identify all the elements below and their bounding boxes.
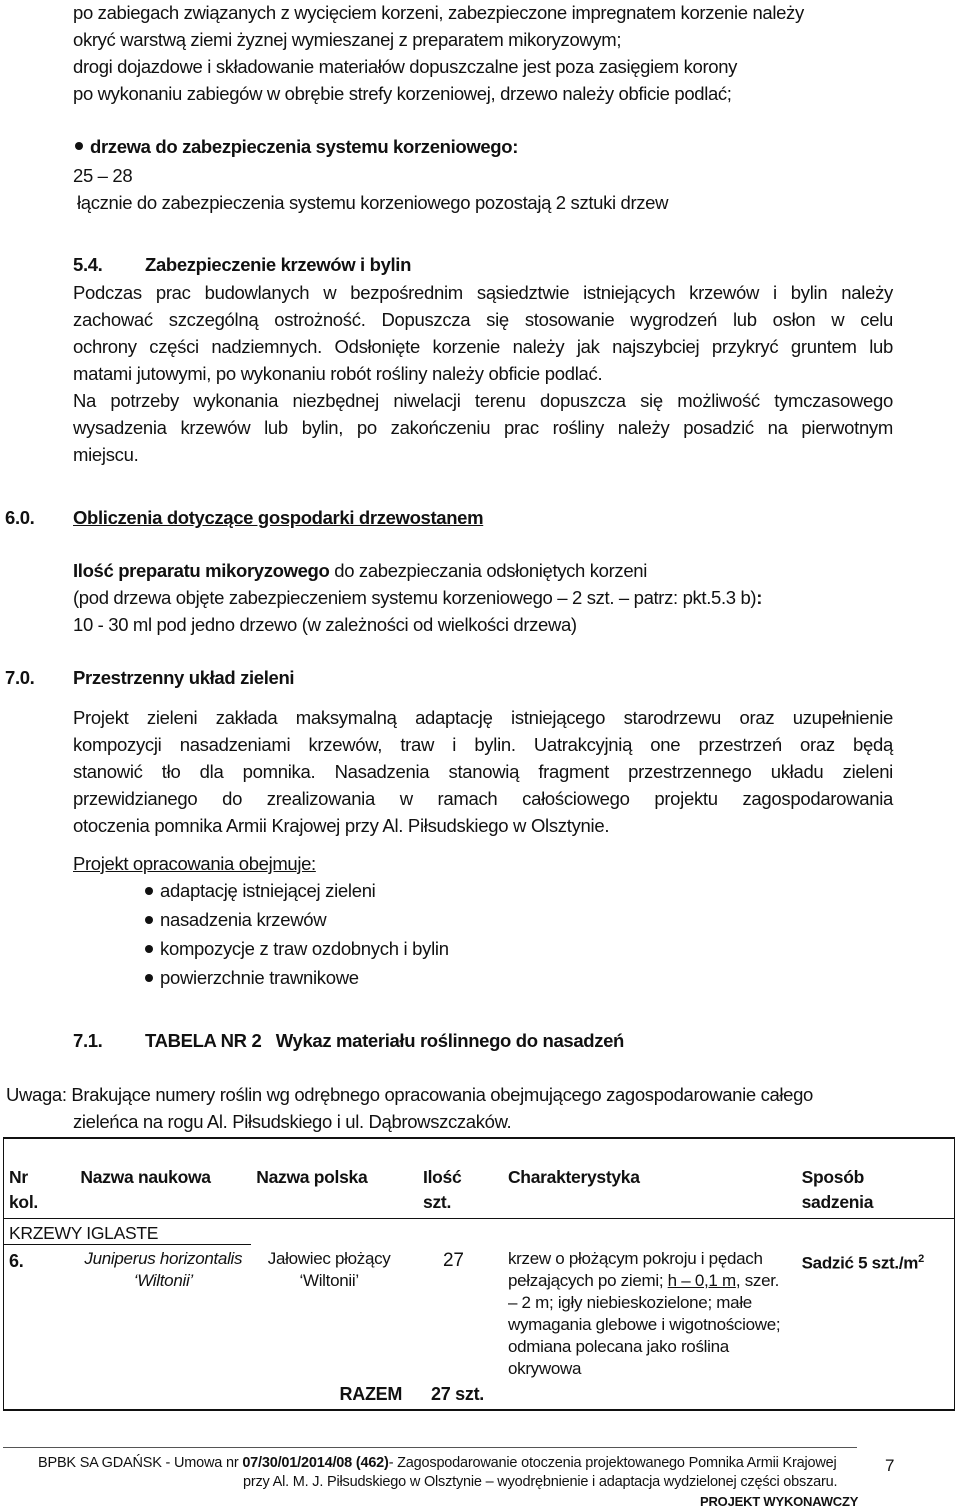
calc-line: (pod drzewa objęte zabezpieczeniem systemu korzeniowego – 2 szt. – patrz: pkt.5.3 b):: [73, 587, 763, 608]
header-quantity: Ilość szt.: [423, 1167, 462, 1212]
bullet-icon: [75, 142, 83, 150]
list-item: kompozycje z traw ozdobnych i bylin: [160, 938, 449, 959]
table-header-row: [4, 1138, 955, 1219]
cell-quantity: 27: [443, 1249, 464, 1271]
group-row: [4, 1219, 955, 1245]
header-nr: Nr kol.: [9, 1167, 38, 1212]
page-number: 7: [885, 1456, 895, 1475]
section-title: Zabezpieczenie krzewów i bylin: [145, 254, 412, 275]
section-title: TABELA NR 2 Wykaz materiału roślinnego do nasadzeń: [145, 1030, 624, 1051]
section-5-4-body: Podczas prac budowlanych w bezpośrednim sąsiedztwie istniejących krzewów i bylin należy zachować szczególną ostrożność. Dopuszcza się stosowanie wygrodzeń lub osłon w celu ochrony części nadziemnych. Odsłonięte korzenie należy jak najszybciej przykryć gruntem lub matami jutowymi, po wykonaniu robót rośliny należy obficie podlać. Na potrzeby wykonania niezbędnej niwelacji terenu dopuszcza się możliwość tymczasowego wysadzenia krzewów lub bylin, po zakończeniu prac rośliny należy posadzić na pierwotnym miejscu.: [73, 282, 893, 465]
cell-polish-name: Jałowiec płożący ‘Wiltonii’: [267, 1248, 391, 1290]
cell-planting-method: Sadzić 5 $szt./m^2$: [801, 1252, 924, 1273]
header-latin-name: Nazwa naukowa: [80, 1167, 211, 1187]
total-row: [4, 1383, 955, 1410]
cell-description: krzew o płożącym pokroju i pędach pełzających po ziemi; h – 0,1 m, szer. – 2 m; igły niebieskozielone; małe wymagania glebowe i wigotnościowe; odmiana polecana jako roślina okrywowa: [507, 1248, 781, 1378]
total-label: RAZEM: [339, 1383, 403, 1404]
trees-summary: łącznie do zabezpieczenia systemu korzeniowego pozostają 2 sztuki drzew: [77, 192, 669, 213]
calc-line: 10 - 30 ml pod jedno drzewo (w zależności od wielkości drzewa): [73, 614, 577, 635]
section-number: 5.4.: [73, 254, 103, 275]
table-row: [4, 1245, 955, 1383]
footer-line: BPBK SA GDAŃSK - Umowa nr 07/30/01/2014/08 (462)- Zagospodarowanie otoczenia projektowanego Pomnika Armii Krajowej: [38, 1455, 837, 1471]
trees-numbers: 25 – 28: [73, 165, 133, 186]
bullet-icon: [145, 916, 153, 924]
text-line: drogi dojazdowe i składowanie materiałów dopuszczalne jest poza zasięgiem korony: [73, 56, 738, 77]
footer-doc-type: PROJEKT WYKONAWCZY: [700, 1494, 859, 1509]
cell-nr: 6.: [9, 1251, 24, 1271]
text-line: po zabiegach związanych z wycięciem korzeni, zabezpieczone impregnatem korzenie należy: [73, 2, 804, 23]
header-description: Charakterystyka: [507, 1167, 640, 1187]
trees-heading: drzewa do zabezpieczenia systemu korzeniowego:: [90, 136, 519, 157]
header-planting-method: Sposób sadzenia: [801, 1167, 874, 1212]
footer-line: przy Al. M. J. Piłsudskiego w Olsztynie – wyodrębnienie i adaptacja wydzielonej części obszaru.: [243, 1474, 838, 1490]
cell-latin-name: Juniperus horizontalis ‘Wiltonii’: [84, 1249, 243, 1290]
bullet-icon: [145, 945, 153, 953]
section-number: 7.0.: [5, 667, 35, 688]
header-polish-name: Nazwa polska: [256, 1167, 368, 1187]
list-item: adaptację istniejącej zieleni: [160, 880, 376, 901]
text-line: okryć warstwą ziemi żyznej wymieszanej z preparatem mikoryzowym;: [73, 29, 622, 50]
footer-divider: [3, 1447, 857, 1448]
note-line: zieleńca na rogu Al. Piłsudskiego i ul. Dąbrowszczaków.: [73, 1111, 512, 1132]
list-item: nasadzenia krzewów: [160, 909, 327, 930]
note-line: Uwaga: Brakujące numery roślin wg odrębnego opracowania obejmującego zagospodarowanie całego: [6, 1084, 813, 1105]
section-number: 7.1.: [73, 1030, 103, 1051]
bullet-icon: [145, 974, 153, 982]
calc-line: Ilość preparatu mikoryzowego do zabezpieczania odsłoniętych korzeni: [73, 560, 647, 581]
list-item: powierzchnie trawnikowe: [160, 967, 359, 988]
section-title: Obliczenia dotyczące gospodarki drzewostanem: [73, 507, 484, 528]
plant-table: [3, 1137, 955, 1411]
text-line: po wykonaniu zabiegów w obrębie strefy korzeniowej, drzewo należy obficie podlać;: [73, 83, 732, 104]
scope-heading: Projekt opracowania obejmuje:: [73, 853, 316, 874]
group-label: KRZEWY IGLASTE: [4, 1219, 252, 1245]
bullet-icon: [145, 887, 153, 895]
section-number: 6.0.: [5, 507, 35, 528]
section-title: Przestrzenny układ zieleni: [73, 667, 295, 688]
section-7-body: Projekt zieleni zakłada maksymalną adaptację istniejącego starodrzewu oraz uzupełnienie kompozycji nasadzeniami krzewów, traw i bylin. Uatrakcyjnią one przestrzeń oraz będą stanowić tło dla pomnika. Nasadzenia stanowią fragment przestrzennego układu zieleni przewidzianego do zrealizowania w ramach całościowego projektu zagospodarowania otoczenia pomnika Armii Krajowej przy Al. Piłsudskiego w Olsztynie.: [73, 707, 893, 836]
total-value: 27 szt.: [431, 1383, 484, 1404]
